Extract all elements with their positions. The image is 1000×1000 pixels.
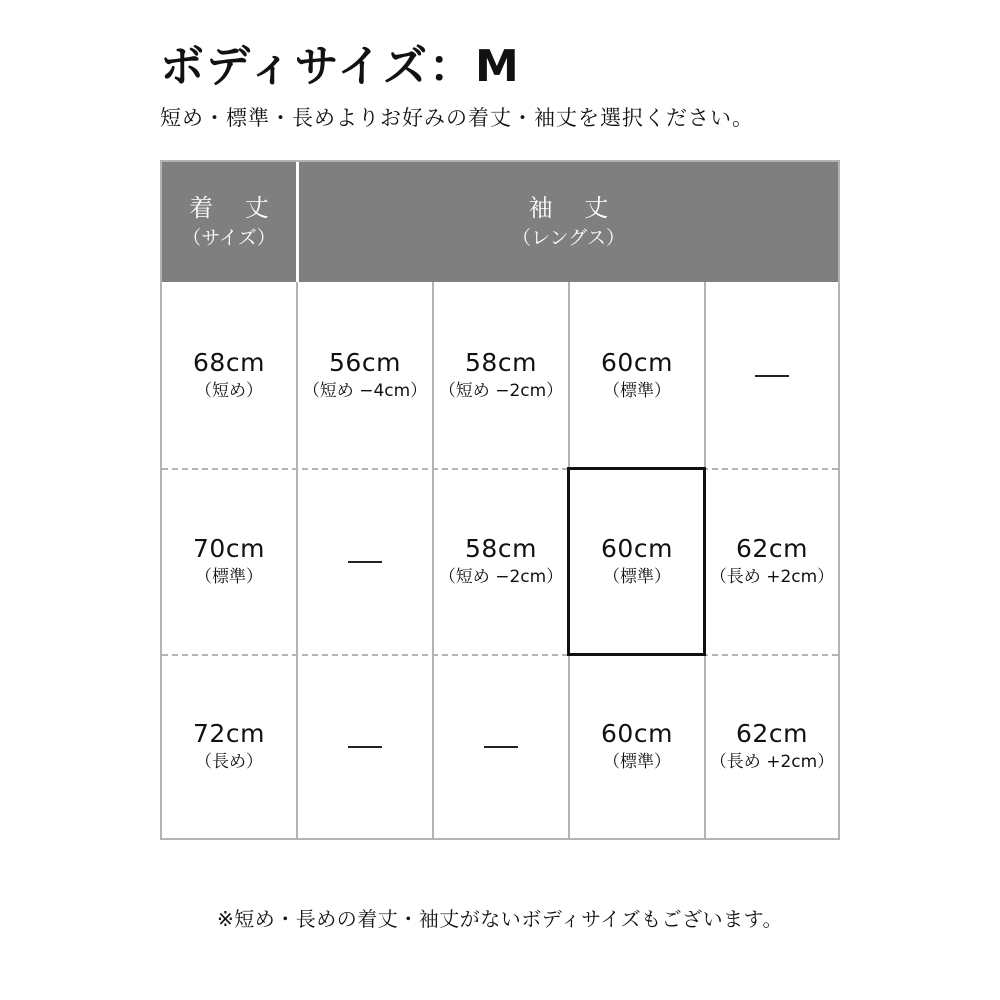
header-body-length-sublabel: （サイズ） xyxy=(182,227,276,249)
header-sleeve-length xyxy=(299,162,838,282)
sleeve-option-cell[interactable] xyxy=(434,284,568,468)
page-subtitle: 短め・標準・長めよりお好みの着丈・袖丈を選択ください。 xyxy=(160,106,754,130)
body-length-value: 70cm xyxy=(193,534,265,563)
sleeve-unavailable-cell xyxy=(298,470,432,654)
sleeve-length-value: 60cm xyxy=(601,348,673,377)
header-sleeve-length-sublabel: （レングス） xyxy=(512,227,625,249)
body-length-cell xyxy=(162,284,296,468)
selected-cell-highlight xyxy=(567,467,706,656)
page-title: ボディサイズ：M xyxy=(160,41,521,92)
size-table xyxy=(160,160,840,840)
sleeve-unavailable-cell xyxy=(706,284,838,468)
sleeve-length-value: 60cm xyxy=(601,534,673,563)
sleeve-length-value: 58cm xyxy=(465,534,537,563)
header-body-length xyxy=(162,162,296,282)
unavailable-dash xyxy=(348,561,382,563)
sleeve-length-note: （長め +2cm） xyxy=(709,567,835,587)
sleeve-length-value: 62cm xyxy=(736,719,808,748)
sleeve-unavailable-cell xyxy=(434,656,568,838)
sleeve-option-cell[interactable] xyxy=(434,470,568,654)
body-length-note: （短め） xyxy=(195,381,263,401)
body-length-value: 72cm xyxy=(193,719,265,748)
body-length-cell xyxy=(162,656,296,838)
body-length-cell xyxy=(162,470,296,654)
unavailable-dash xyxy=(348,746,382,748)
sleeve-length-note: （短め −2cm） xyxy=(438,567,564,587)
header-body-length-label: 着 丈 xyxy=(189,194,281,222)
sleeve-length-note: （標準） xyxy=(603,381,671,401)
body-length-note: （長め） xyxy=(195,752,263,772)
sleeve-length-note: （標準） xyxy=(603,567,671,587)
sleeve-length-note: （長め +2cm） xyxy=(709,752,835,772)
sleeve-unavailable-cell xyxy=(298,656,432,838)
sleeve-length-note: （標準） xyxy=(603,752,671,772)
sleeve-option-cell[interactable] xyxy=(706,656,838,838)
sleeve-length-value: 56cm xyxy=(329,348,401,377)
body-length-note: （標準） xyxy=(195,567,263,587)
sleeve-option-cell[interactable] xyxy=(706,470,838,654)
sleeve-length-value: 60cm xyxy=(601,719,673,748)
sleeve-option-cell[interactable] xyxy=(570,284,704,468)
sleeve-length-value: 58cm xyxy=(465,348,537,377)
sleeve-length-note: （短め −4cm） xyxy=(302,381,428,401)
sleeve-length-note: （短め −2cm） xyxy=(438,381,564,401)
footnote: ※短め・長めの着丈・袖丈がないボディサイズもございます。 xyxy=(217,907,783,931)
sleeve-length-value: 62cm xyxy=(736,534,808,563)
sleeve-option-cell[interactable] xyxy=(570,656,704,838)
header-sleeve-length-label: 袖 丈 xyxy=(528,194,621,222)
unavailable-dash xyxy=(755,375,789,377)
body-length-value: 68cm xyxy=(193,348,265,377)
unavailable-dash xyxy=(484,746,518,748)
sleeve-option-cell[interactable] xyxy=(298,284,432,468)
